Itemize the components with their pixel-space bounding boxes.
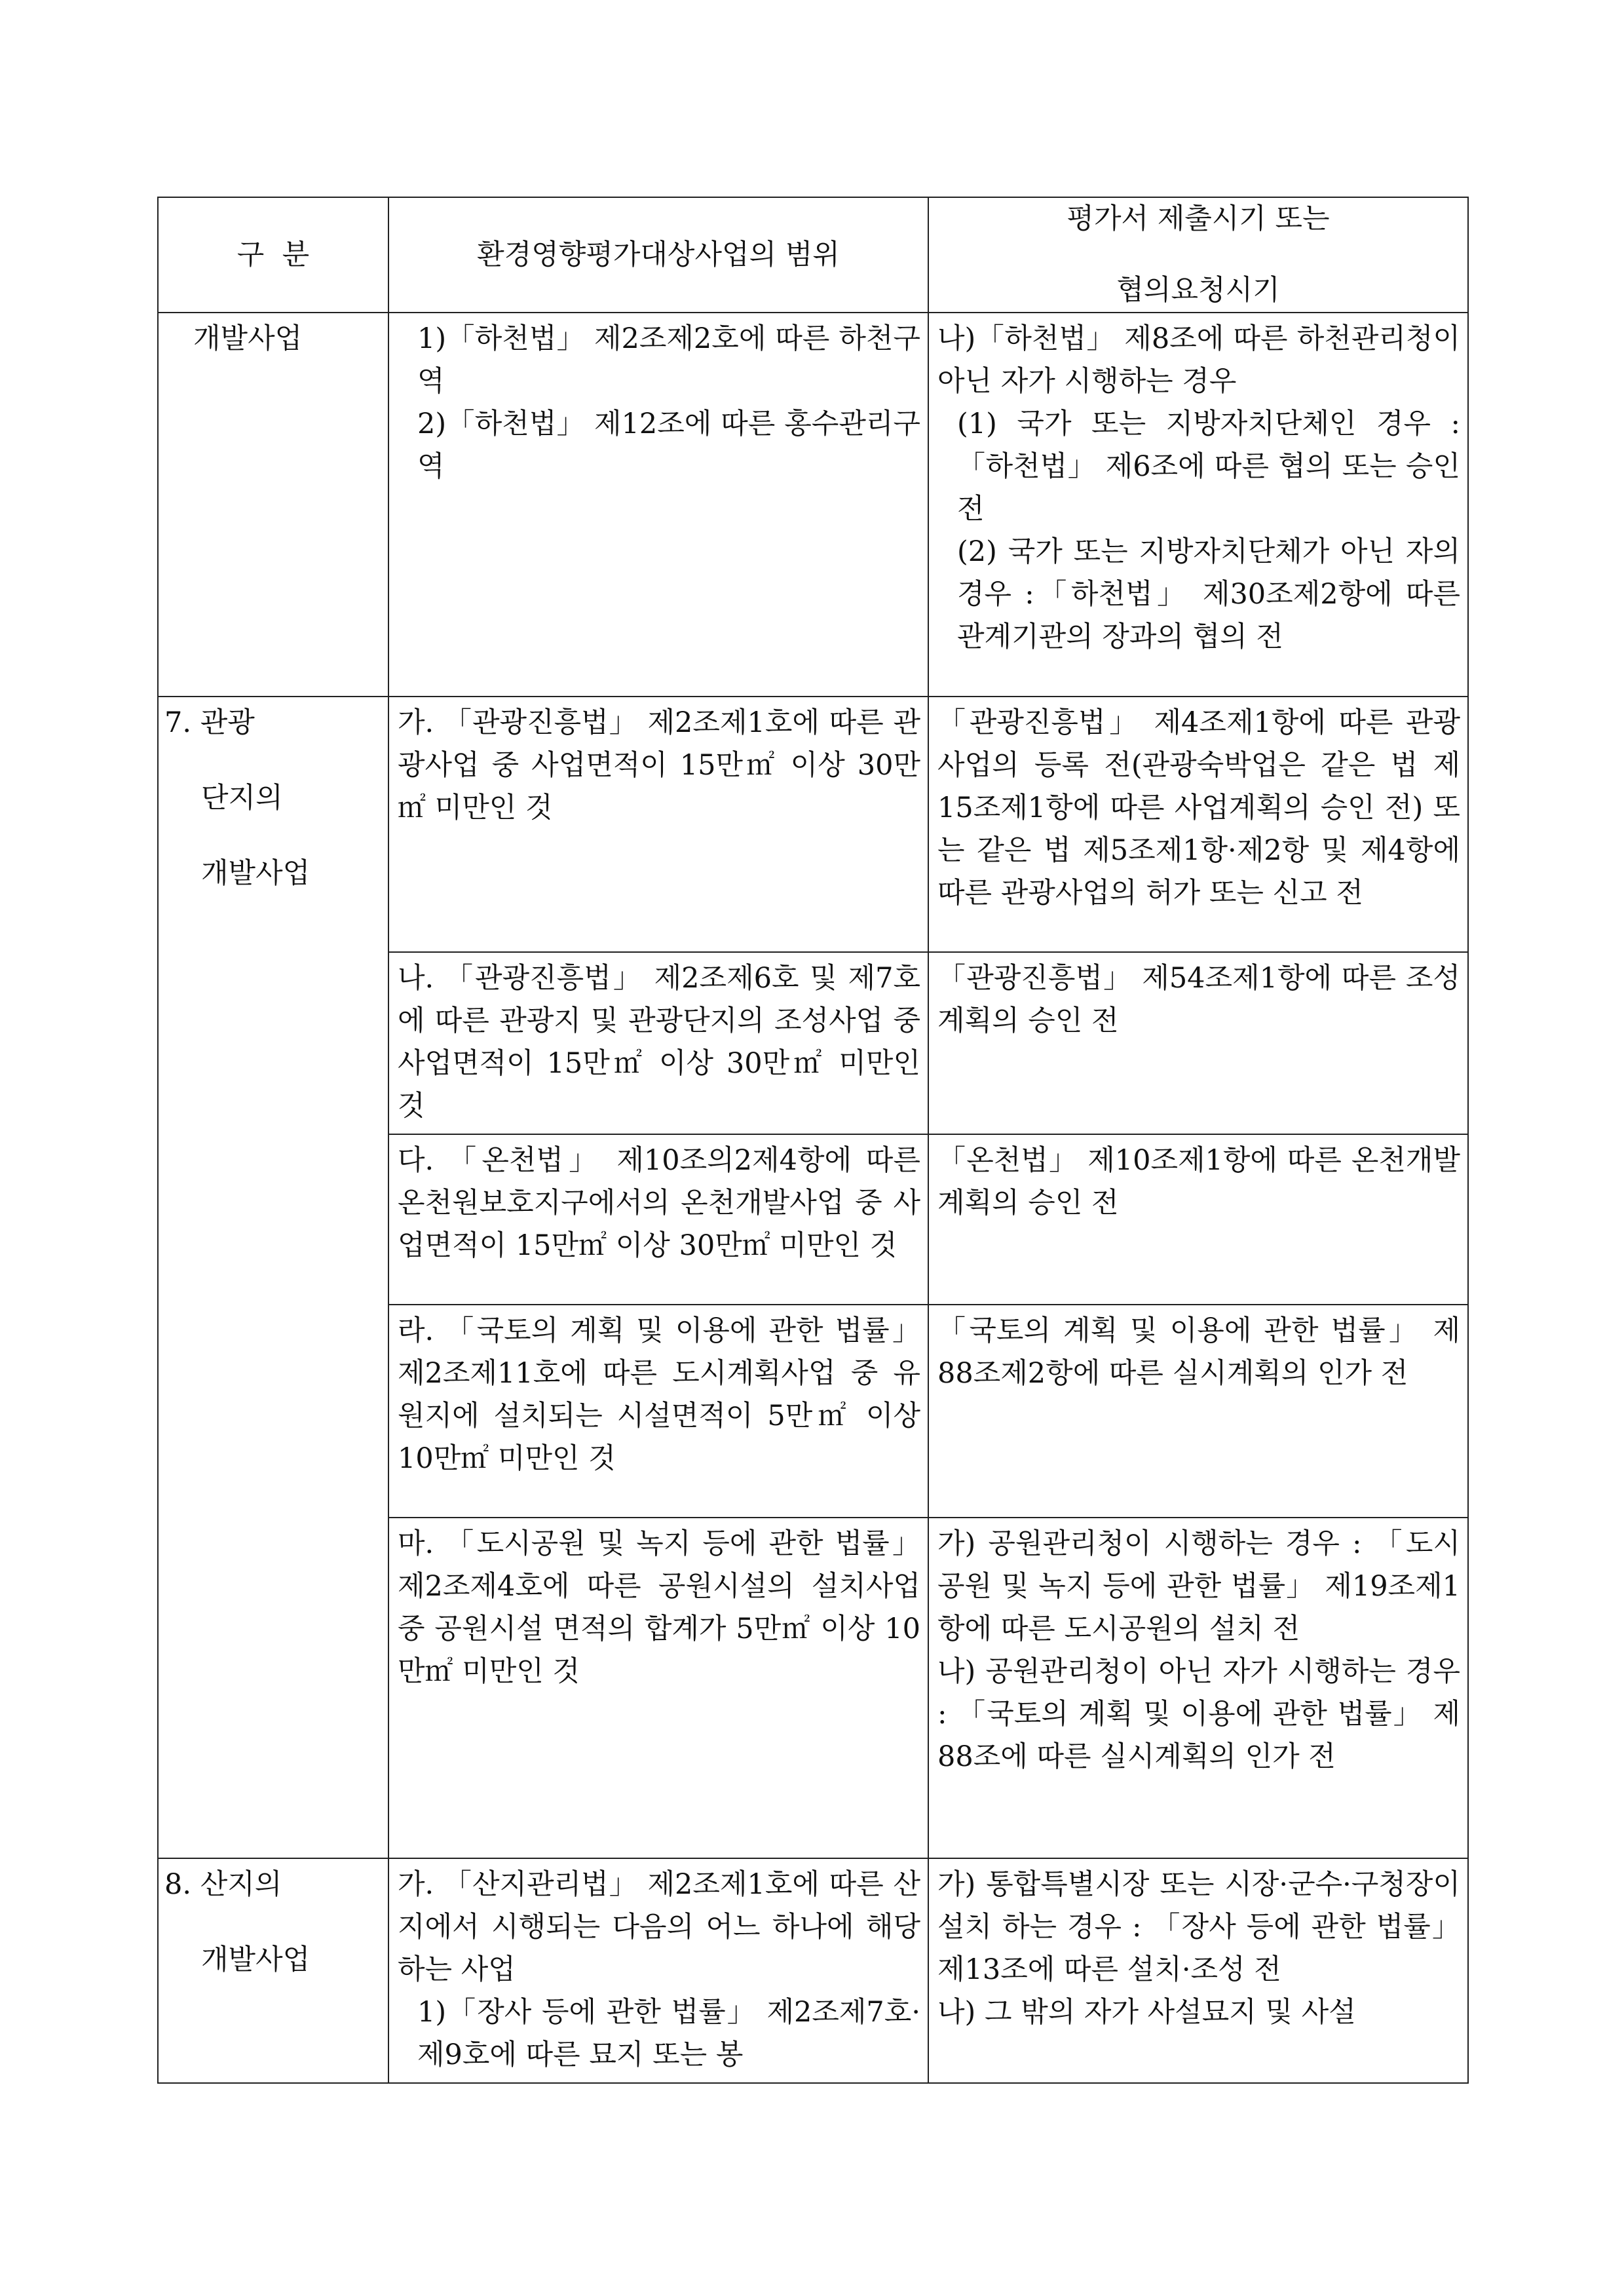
header-timing-line2: 협의요청시기 <box>1116 274 1280 307</box>
header-category <box>158 197 388 313</box>
header-scope-label: 환경영향평가대상사업의 범위 <box>477 238 840 271</box>
scope-item: 2)「하천법」 제12조에 따른 홍수관리구역 <box>417 408 920 483</box>
timing-item: (2) 국가 또는 지방자치단체가 아닌 자의 경우 :「하천법」 제30조제2항에 따른 관계기관의 장과의 협의 전 <box>957 535 1460 653</box>
timing-cell <box>928 1518 1468 1858</box>
timing-cell <box>928 313 1468 697</box>
scope-cell <box>388 1858 928 2083</box>
header-timing-line1: 평가서 제출시기 또는 <box>1067 202 1330 235</box>
scope-item: 가. 「관광진흥법」 제2조제1호에 따른 관광사업 중 사업면적이 15만㎡ 이상 30만㎡ 미만인 것 <box>398 706 920 824</box>
category-label: 개발사업 <box>201 1943 311 1976</box>
category-label: 7. 관광 <box>164 706 255 739</box>
scope-item: 라. 「국토의 계획 및 이용에 관한 법률」 제2조제11호에 따른 도시계획사업 중 유원지에 설치되는 시설면적이 5만㎡ 이상 10만㎡ 미만인 것 <box>398 1314 920 1475</box>
category-cell <box>158 697 388 1858</box>
header-timing <box>928 197 1468 313</box>
scope-cell <box>388 1518 928 1858</box>
scope-item: 다. 「온천법」 제10조의2제4항에 따른 온천원보호지구에서의 온천개발사업 중 사업면적이 15만㎡ 이상 30만㎡ 미만인 것 <box>398 1144 920 1262</box>
category-cell <box>158 1858 388 2083</box>
timing-item: 「온천법」 제10조제1항에 따른 온천개발계획의 승인 전 <box>937 1144 1460 1219</box>
timing-cell <box>928 1305 1468 1518</box>
category-label: 단지의 <box>201 782 283 814</box>
scope-cell <box>388 1134 928 1305</box>
timing-item: 「국토의 계획 및 이용에 관한 법률」 제88조제2항에 따른 실시계획의 인가 전 <box>937 1314 1460 1390</box>
timing-item: 나)「하천법」 제8조에 따른 하천관리청이 아닌 자가 시행하는 경우 <box>937 322 1460 398</box>
table-header-row <box>158 197 1468 313</box>
timing-item: 가) 통합특별시장 또는 시장·군수·구청장이 설치 하는 경우 : 「장사 등에 관한 법률」 제13조에 따른 설치·조성 전 <box>937 1868 1460 1986</box>
category-label: 8. 산지의 <box>164 1868 282 1901</box>
timing-cell <box>928 1134 1468 1305</box>
header-scope <box>388 197 928 313</box>
scope-item: 나. 「관광진흥법」 제2조제6호 및 제7호에 따른 관광지 및 관광단지의 조성사업 중 사업면적이 15만㎡ 이상 30만㎡ 미만인 것 <box>398 962 920 1122</box>
header-category-label: 구 분 <box>236 238 310 271</box>
category-cell <box>158 313 388 697</box>
table-row <box>158 697 1468 952</box>
environmental-assessment-table <box>157 197 1469 2084</box>
timing-item: 「관광진흥법」 제4조제1항에 따른 관광사업의 등록 전(관광숙박업은 같은 법 제15조제1항에 따른 사업계획의 승인 전) 또는 같은 법 제5조제1항·제2항 및 제4항에 따른 관광사업의 허가 또는 신고 전 <box>937 706 1460 909</box>
timing-item: 「관광진흥법」 제54조제1항에 따른 조성계획의 승인 전 <box>937 962 1460 1037</box>
table-row <box>158 1858 1468 2083</box>
scope-item: 1)「장사 등에 관한 법률」 제2조제7호·제9호에 따른 묘지 또는 봉 <box>417 1996 920 2071</box>
scope-cell <box>388 697 928 952</box>
timing-item: 가) 공원관리청이 시행하는 경우 : 「도시공원 및 녹지 등에 관한 법률」 제19조제1항에 따른 도시공원의 설치 전 <box>937 1527 1460 1645</box>
timing-item: 나) 그 밖의 자가 사설묘지 및 사설 <box>937 1996 1356 2029</box>
timing-cell <box>928 697 1468 952</box>
category-label: 개발사업 <box>193 322 303 355</box>
category-label: 개발사업 <box>201 857 311 890</box>
timing-item: 나) 공원관리청이 아닌 자가 시행하는 경우 : 「국토의 계획 및 이용에 관한 법률」 제88조에 따른 실시계획의 인가 전 <box>937 1655 1460 1773</box>
timing-item: (1) 국가 또는 지방자치단체인 경우 : 「하천법」 제6조에 따른 협의 또는 승인 전 <box>957 408 1460 526</box>
scope-item: 1)「하천법」 제2조제2호에 따른 하천구역 <box>417 322 920 398</box>
table-row <box>158 313 1468 697</box>
scope-cell <box>388 1305 928 1518</box>
timing-cell <box>928 1858 1468 2083</box>
scope-cell <box>388 952 928 1134</box>
scope-item: 가. 「산지관리법」 제2조제1호에 따른 산지에서 시행되는 다음의 어느 하나에 해당하는 사업 <box>398 1868 920 1986</box>
scope-item: 마. 「도시공원 및 녹지 등에 관한 법률」 제2조제4호에 따른 공원시설의 설치사업 중 공원시설 면적의 합계가 5만㎡ 이상 10만㎡ 미만인 것 <box>398 1527 920 1688</box>
timing-cell <box>928 952 1468 1134</box>
scope-cell <box>388 313 928 697</box>
